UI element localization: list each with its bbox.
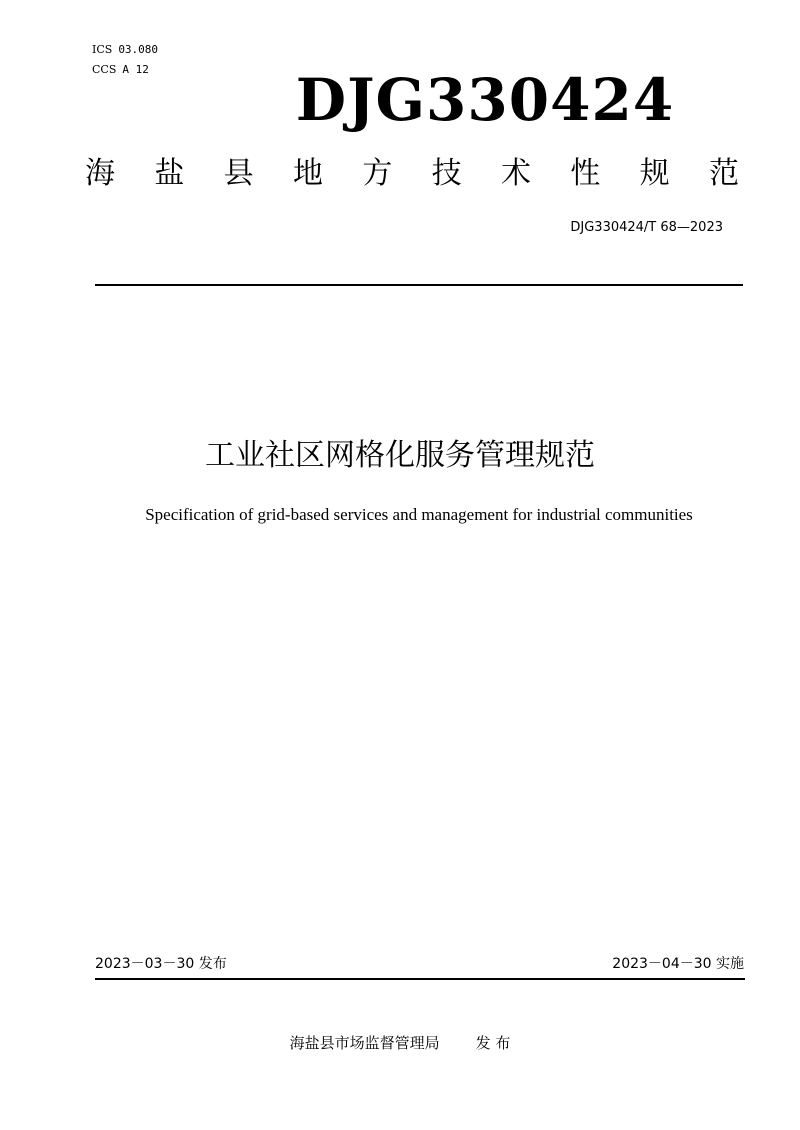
implementation-date: 2023－04－30 实施: [612, 956, 744, 972]
standard-title-char: 县: [223, 156, 254, 191]
bottom-divider: [95, 978, 745, 980]
issuer-action: 发 布: [475, 1034, 511, 1052]
issue-date: 2023－03－30 发布: [95, 956, 227, 972]
issuer-line: [0, 1030, 800, 1056]
ccs-code: A 12: [122, 63, 149, 76]
standard-title-char: 技: [431, 156, 462, 191]
standard-title-char: 性: [570, 156, 601, 191]
ics-row: [92, 40, 158, 60]
ics-code: 03.080: [118, 43, 159, 56]
standard-title-char: 规: [639, 156, 670, 191]
ccs-row: [92, 60, 158, 80]
standard-title-char: 海: [85, 156, 115, 191]
standard-title-char: 盐: [154, 156, 185, 191]
standard-title: [80, 152, 744, 196]
standard-title-char: 范: [708, 156, 739, 191]
ccs-label: CCS: [92, 63, 117, 76]
top-divider: [95, 284, 743, 286]
document-subtitle: Specification of grid-based services and management for industrial communities: [145, 505, 693, 524]
ics-label: ICS: [92, 43, 113, 56]
document-title: 工业社区网格化服务管理规范: [205, 438, 595, 473]
classification-block: [92, 40, 158, 80]
standard-title-char: 术: [500, 156, 531, 191]
standard-number: DJG330424/T 68—2023: [570, 220, 723, 235]
standard-title-char: 方: [362, 156, 393, 191]
issuer-name: 海盐县市场监督管理局: [289, 1034, 440, 1052]
standard-title-char: 地: [292, 156, 323, 191]
standard-mark: DJG330424: [295, 66, 675, 134]
